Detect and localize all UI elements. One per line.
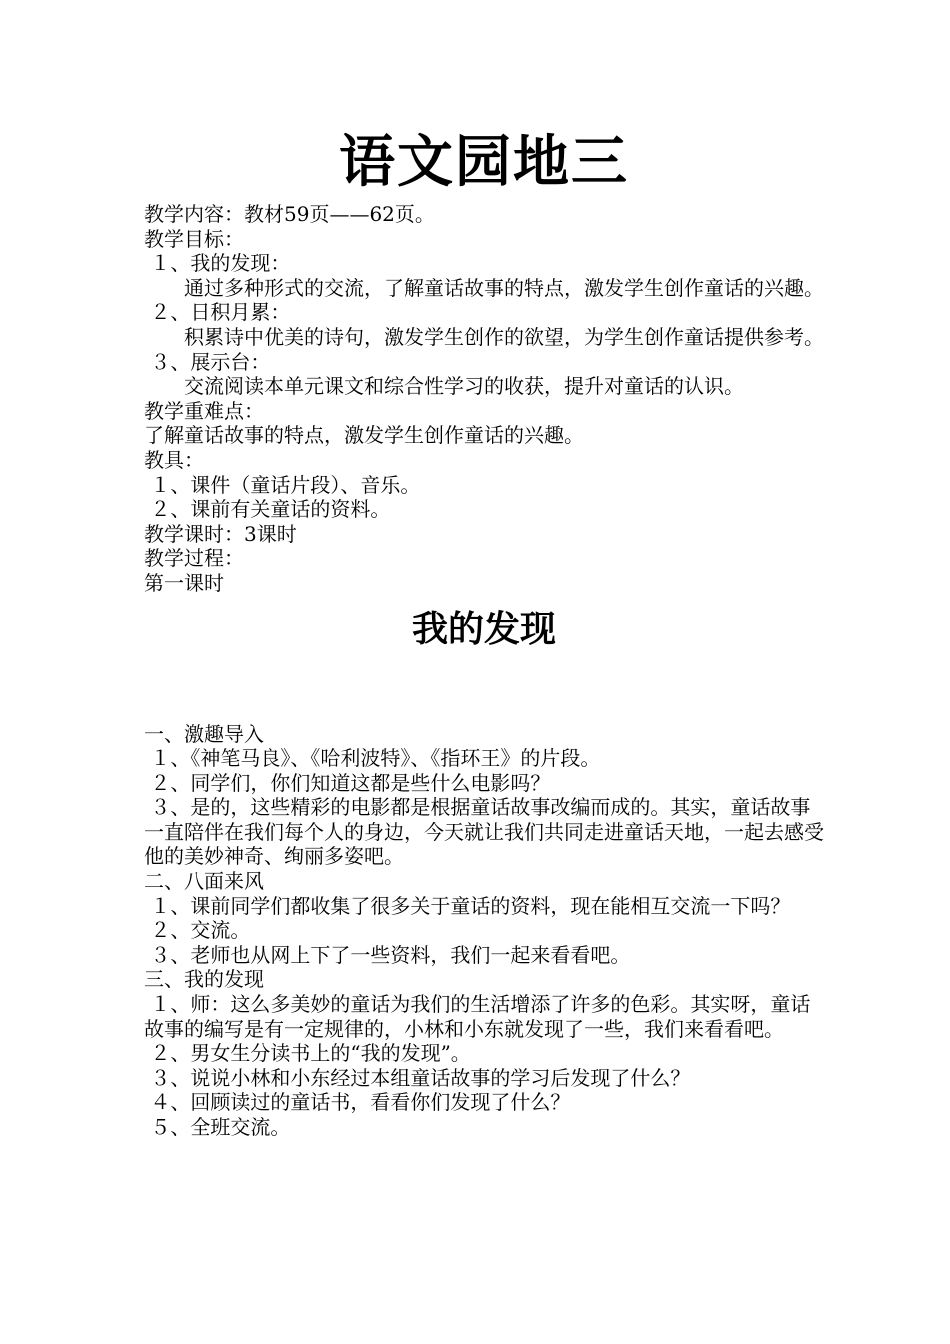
page-title: 语文园地三 <box>339 129 629 195</box>
text-line: 积累诗中优美的诗句，激发学生创作的欲望，为学生创作童话提供参考。 <box>184 324 824 349</box>
text-line: 三、我的发现 <box>144 967 264 992</box>
text-line: 教学课时：3课时 <box>144 521 297 546</box>
text-line: ２、日积月累： <box>144 300 291 325</box>
text-line: 一、激趣导入 <box>144 721 264 746</box>
text-line: ４、回顾读过的童话书，看看你们发现了什么？ <box>144 1090 571 1115</box>
text-line: 教学重难点： <box>144 398 264 423</box>
text-line: １、《神笔马良》、《哈利波特》、《指环王》的片段。 <box>144 746 601 771</box>
text-line: ２、同学们，你们知道这都是些什么电影吗？ <box>144 770 551 795</box>
document-page <box>144 126 824 1140</box>
text-line: 教学目标： <box>144 226 244 251</box>
text-line: ２、男女生分读书上的“我的发现”。 <box>144 1041 471 1066</box>
bottom-section <box>144 722 824 1140</box>
text-line: 教具： <box>144 447 204 472</box>
text-line: ３、老师也从网上下了一些资料，我们一起来看看吧。 <box>144 942 631 967</box>
text-line: ３、说说小林和小东经过本组童话故事的学习后发现了什么？ <box>144 1065 691 1090</box>
section-gap <box>144 658 824 722</box>
text-line: ２、交流。 <box>144 918 251 943</box>
top-section <box>144 202 824 596</box>
text-line: 教学过程： <box>144 546 244 571</box>
text-line: ２、课前有关童话的资料。 <box>144 497 391 522</box>
text-line: １、课前同学们都收集了很多关于童话的资料，现在能相互交流一下吗？ <box>144 893 791 918</box>
text-line: 二、八面来风 <box>144 869 264 894</box>
text-line: 交流阅读本单元课文和综合性学习的收获，提升对童话的认识。 <box>184 374 744 399</box>
text-line: １、课件（童话片段）、音乐。 <box>144 472 421 497</box>
text-line: ３、是的，这些精彩的电影都是根据童话故事改编而成的。其实，童话故事一直陪伴在我们每个人的身边，今天就让我们共同走进童话天地，一起去感受他的美妙神奇、绚丽多姿吧。 <box>144 795 824 869</box>
text-line: 通过多种形式的交流，了解童话故事的特点，激发学生创作童话的兴趣。 <box>184 275 824 300</box>
text-line: 教学内容：教材59页——62页。 <box>144 202 435 226</box>
section-title: 我的发现 <box>411 607 556 650</box>
text-line: １、师：这么多美妙的童话为我们的生活增添了许多的色彩。其实呀，童话故事的编写是有一定规律的，小林和小东就发现了一些，我们来看看吧。 <box>144 992 811 1041</box>
text-line: ５、全班交流。 <box>144 1115 291 1139</box>
text-line: ３、展示台： <box>144 349 271 374</box>
text-line: 了解童话故事的特点，激发学生创作童话的兴趣。 <box>144 423 584 448</box>
text-line: 第一课时 <box>144 570 224 595</box>
text-line: １、我的发现： <box>144 251 291 276</box>
